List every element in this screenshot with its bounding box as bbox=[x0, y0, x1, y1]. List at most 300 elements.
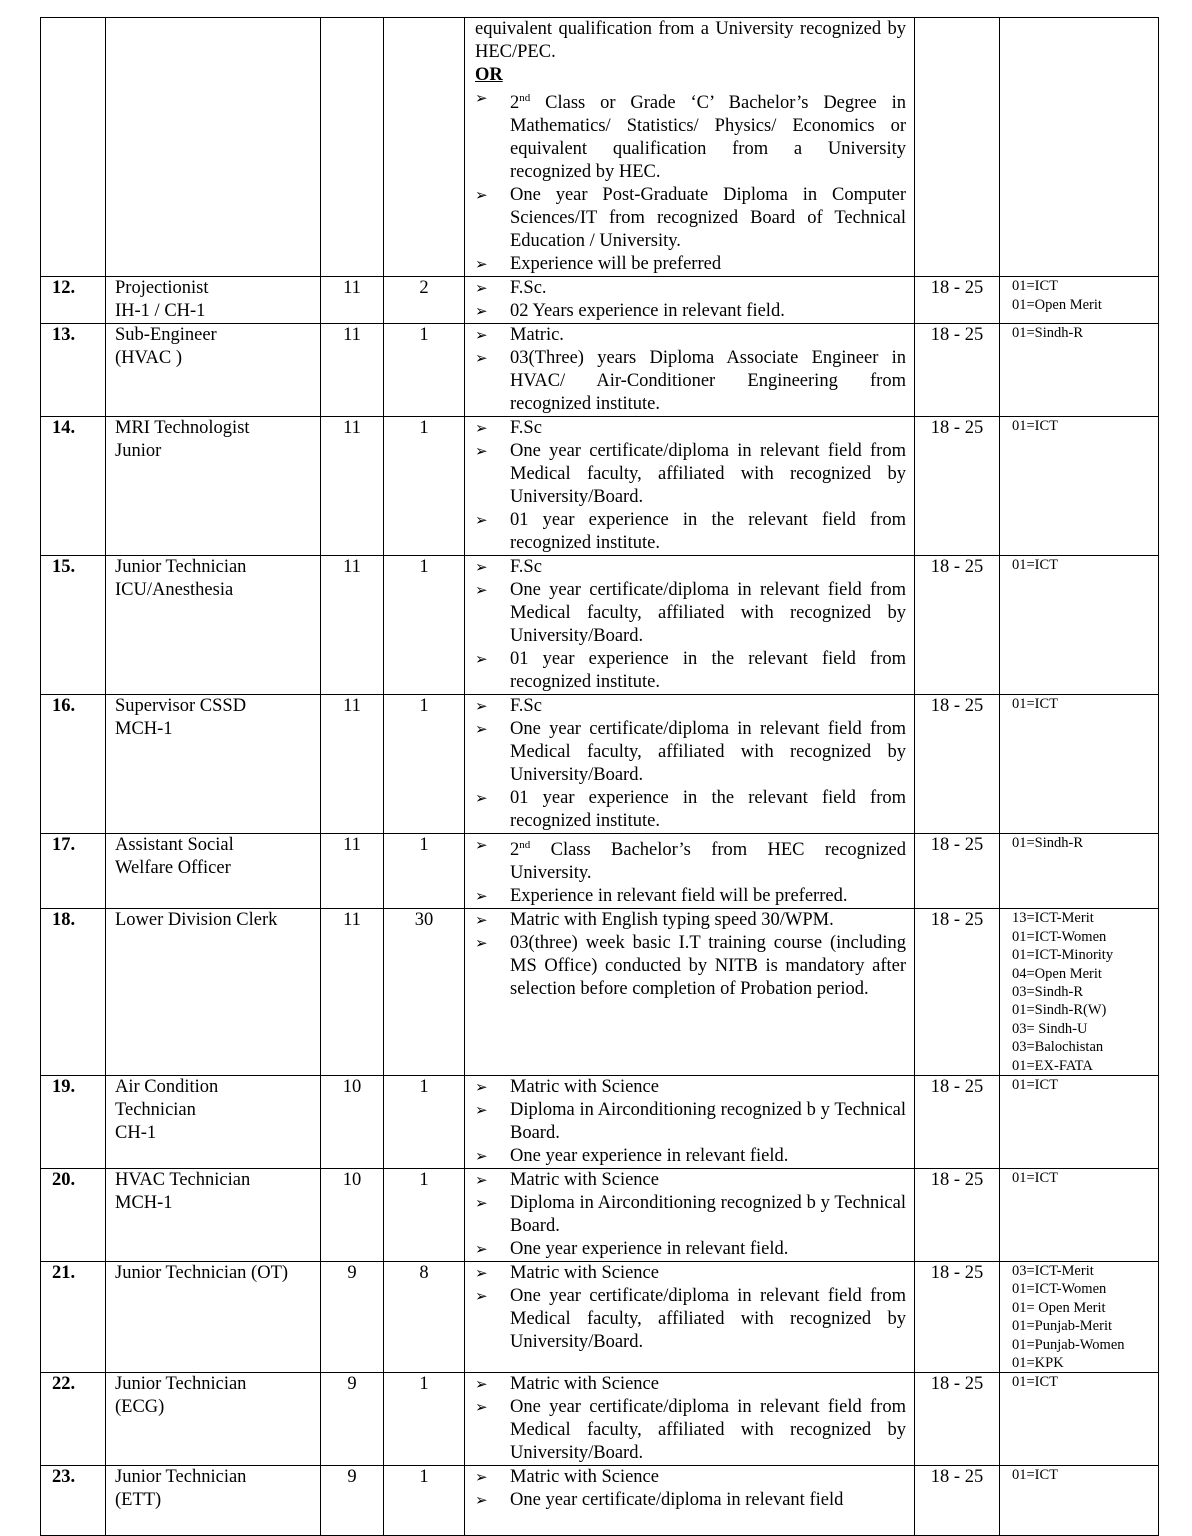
vacancies-table bbox=[40, 17, 1159, 1536]
quota-cell bbox=[1000, 909, 1159, 1076]
qualification-cell bbox=[465, 1466, 915, 1536]
quota-line: 04=Open Merit bbox=[1012, 965, 1102, 982]
bps-value: 11 bbox=[343, 910, 361, 931]
table-row bbox=[41, 277, 1159, 324]
qualification-bullet bbox=[475, 1396, 906, 1465]
arrow-bullet-icon: ➢ bbox=[475, 697, 488, 716]
post-name-line: Junior Technician bbox=[115, 557, 247, 578]
age-cell bbox=[915, 1075, 1000, 1168]
posts-count: 8 bbox=[419, 1262, 429, 1283]
qualification-cell bbox=[465, 834, 915, 909]
post-cell bbox=[106, 1466, 321, 1536]
qualification-bullet bbox=[475, 277, 906, 300]
bullet-text: 01 year experience in the relevant field from recognized institute. bbox=[510, 510, 906, 554]
bps-value: 11 bbox=[343, 696, 361, 717]
post-name-line: Welfare Officer bbox=[115, 858, 231, 879]
post-name-line: Assistant Social bbox=[115, 835, 234, 856]
bullet-text: Diploma in Airconditioning recognized b y Technical Board. bbox=[510, 1099, 906, 1143]
arrow-bullet-icon: ➢ bbox=[475, 558, 488, 577]
arrow-bullet-icon: ➢ bbox=[475, 1375, 488, 1394]
posts-count: 1 bbox=[419, 1374, 429, 1395]
posts-cell bbox=[384, 1168, 465, 1261]
arrow-bullet-icon: ➢ bbox=[475, 326, 488, 345]
bullet-text: F.Sc. bbox=[510, 278, 547, 299]
qualification-cell bbox=[465, 1075, 915, 1168]
qualification-bullet bbox=[475, 1099, 906, 1145]
posts-count: 1 bbox=[419, 1169, 429, 1190]
quota-cell bbox=[1000, 1168, 1159, 1261]
bullet-text: Matric with Science bbox=[510, 1262, 659, 1283]
arrow-bullet-icon: ➢ bbox=[475, 720, 488, 739]
posts-cell bbox=[384, 695, 465, 834]
table-row bbox=[41, 1261, 1159, 1372]
post-name-line: MCH-1 bbox=[115, 719, 173, 740]
qualification-bullet bbox=[475, 1285, 906, 1354]
arrow-bullet-icon: ➢ bbox=[475, 1100, 488, 1119]
age-limit: 18 - 25 bbox=[930, 910, 984, 931]
posts-count: 1 bbox=[419, 835, 429, 856]
post-name-line: Supervisor CSSD bbox=[115, 696, 247, 717]
bullet-text: 2nd Class or Grade ‘C’ Bachelor’s Degree in Mathematics/ Statistics/ Physics/ Economics or equivalent qualification from a University recognized by HEC. bbox=[510, 92, 906, 183]
table-row bbox=[41, 556, 1159, 695]
arrow-bullet-icon: ➢ bbox=[475, 442, 488, 461]
arrow-bullet-icon: ➢ bbox=[475, 255, 488, 274]
qualification-bullet bbox=[475, 695, 906, 718]
serial-number: 12. bbox=[52, 278, 76, 299]
quota-line: 01=Sindh-R bbox=[1012, 835, 1084, 852]
bullet-text: One year certificate/diploma in relevant field from Medical faculty, affiliated with recognized by University/Board. bbox=[510, 719, 906, 786]
bps-cell bbox=[321, 18, 384, 277]
bullet-text: One year certificate/diploma in relevant field from Medical faculty, affiliated with recognized by University/Board. bbox=[510, 580, 906, 647]
posts-cell bbox=[384, 18, 465, 277]
serial-number: 18. bbox=[52, 910, 76, 931]
quota-line: 01= Open Merit bbox=[1012, 1299, 1106, 1316]
age-cell bbox=[915, 1261, 1000, 1372]
quota-line: 03=ICT-Merit bbox=[1012, 1262, 1094, 1279]
bullet-text: One year certificate/diploma in relevant field from Medical faculty, affiliated with recognized by University/Board. bbox=[510, 1285, 906, 1352]
sup-2nd: 2nd bbox=[510, 92, 531, 114]
table-row bbox=[41, 1168, 1159, 1261]
sno-cell bbox=[41, 695, 106, 834]
quota-line: 01=ICT bbox=[1012, 278, 1059, 295]
posts-count: 1 bbox=[419, 1076, 429, 1097]
post-name-line: Air Condition bbox=[115, 1076, 219, 1097]
bps-value: 9 bbox=[347, 1467, 357, 1488]
posts-cell bbox=[384, 324, 465, 417]
age-cell bbox=[915, 695, 1000, 834]
bullet-text: Matric with Science bbox=[510, 1076, 659, 1097]
arrow-bullet-icon: ➢ bbox=[475, 1170, 488, 1189]
arrow-bullet-icon: ➢ bbox=[475, 934, 488, 953]
age-cell bbox=[915, 277, 1000, 324]
arrow-bullet-icon: ➢ bbox=[475, 1077, 488, 1096]
bps-cell bbox=[321, 277, 384, 324]
posts-cell bbox=[384, 556, 465, 695]
quota-line: 01=ICT bbox=[1012, 1374, 1059, 1391]
posts-count: 2 bbox=[419, 278, 429, 299]
qualification-bullet bbox=[475, 300, 906, 323]
qualification-bullet bbox=[475, 932, 906, 1001]
sno-cell bbox=[41, 556, 106, 695]
sno-cell bbox=[41, 1168, 106, 1261]
post-name-line: (HVAC ) bbox=[115, 348, 182, 369]
arrow-bullet-icon: ➢ bbox=[475, 89, 488, 107]
bps-value: 11 bbox=[343, 325, 361, 346]
bullet-text: Matric with English typing speed 30/WPM. bbox=[510, 910, 834, 931]
posts-count: 1 bbox=[419, 325, 429, 346]
age-cell bbox=[915, 1373, 1000, 1466]
qualification-cell bbox=[465, 1168, 915, 1261]
qualification-bullet bbox=[475, 648, 906, 694]
post-cell bbox=[106, 1168, 321, 1261]
quota-line: 13=ICT-Merit bbox=[1012, 910, 1094, 927]
quota-cell bbox=[1000, 556, 1159, 695]
quota-line: 01=Punjab-Merit bbox=[1012, 1318, 1112, 1335]
posts-count: 1 bbox=[419, 1467, 429, 1488]
qualification-bullet bbox=[475, 347, 906, 416]
quota-cell bbox=[1000, 324, 1159, 417]
age-cell bbox=[915, 1168, 1000, 1261]
bullet-text: One year certificate/diploma in relevant field bbox=[510, 1490, 844, 1511]
qualification-continued-text: equivalent qualification from a University recognized by HEC/PEC. bbox=[475, 19, 906, 62]
arrow-bullet-icon: ➢ bbox=[475, 349, 488, 368]
post-cell bbox=[106, 556, 321, 695]
posts-count: 1 bbox=[419, 696, 429, 717]
post-name-line: HVAC Technician bbox=[115, 1169, 251, 1190]
serial-number: 16. bbox=[52, 696, 76, 717]
age-cell bbox=[915, 324, 1000, 417]
table-row bbox=[41, 834, 1159, 909]
table-row bbox=[41, 695, 1159, 834]
age-limit: 18 - 25 bbox=[930, 557, 984, 578]
bullet-text: One year certificate/diploma in relevant field from Medical faculty, affiliated with recognized by University/Board. bbox=[510, 441, 906, 508]
post-cell bbox=[106, 1261, 321, 1372]
arrow-bullet-icon: ➢ bbox=[475, 836, 488, 855]
bps-cell bbox=[321, 909, 384, 1076]
post-name-line: ICU/Anesthesia bbox=[115, 580, 234, 601]
posts-count: 1 bbox=[419, 557, 429, 578]
age-limit: 18 - 25 bbox=[930, 1262, 984, 1283]
bps-cell bbox=[321, 324, 384, 417]
quota-cell bbox=[1000, 277, 1159, 324]
age-limit: 18 - 25 bbox=[930, 1169, 984, 1190]
bps-value: 11 bbox=[343, 418, 361, 439]
qualification-bullet bbox=[475, 417, 906, 440]
age-limit: 18 - 25 bbox=[930, 1076, 984, 1097]
bps-value: 9 bbox=[347, 1262, 357, 1283]
arrow-bullet-icon: ➢ bbox=[475, 302, 488, 321]
quota-line: 03=Sindh-R bbox=[1012, 983, 1084, 1000]
post-name-line: MRI Technologist bbox=[115, 418, 250, 439]
posts-count: 1 bbox=[419, 418, 429, 439]
post-cell bbox=[106, 834, 321, 909]
quota-line: 01=ICT-Women bbox=[1012, 928, 1107, 945]
serial-number: 22. bbox=[52, 1374, 76, 1395]
qualification-bullet bbox=[475, 509, 906, 555]
qualification-bullet bbox=[475, 87, 906, 184]
sno-cell bbox=[41, 417, 106, 556]
arrow-bullet-icon: ➢ bbox=[475, 1286, 488, 1305]
quota-line: 01=ICT bbox=[1012, 1169, 1059, 1186]
serial-number: 15. bbox=[52, 557, 76, 578]
quota-line: 01=ICT bbox=[1012, 557, 1059, 574]
bps-cell bbox=[321, 1466, 384, 1536]
post-name-line: CH-1 bbox=[115, 1122, 157, 1143]
bps-cell bbox=[321, 695, 384, 834]
bullet-text: One year experience in relevant field. bbox=[510, 1145, 789, 1166]
bullet-text: Matric. bbox=[510, 325, 564, 346]
qualification-bullet bbox=[475, 834, 906, 885]
qualification-bullet bbox=[475, 787, 906, 833]
sno-cell bbox=[41, 909, 106, 1076]
arrow-bullet-icon: ➢ bbox=[475, 186, 488, 205]
age-cell bbox=[915, 1466, 1000, 1536]
arrow-bullet-icon: ➢ bbox=[475, 1263, 488, 1282]
age-limit: 18 - 25 bbox=[930, 278, 984, 299]
quota-line: 01=ICT bbox=[1012, 696, 1059, 713]
arrow-bullet-icon: ➢ bbox=[475, 581, 488, 600]
bps-cell bbox=[321, 834, 384, 909]
posts-cell bbox=[384, 417, 465, 556]
quota-line: 01=Open Merit bbox=[1012, 296, 1102, 313]
bps-value: 11 bbox=[343, 278, 361, 299]
bps-value: 11 bbox=[343, 835, 361, 856]
posts-cell bbox=[384, 1261, 465, 1372]
serial-number: 23. bbox=[52, 1467, 76, 1488]
arrow-bullet-icon: ➢ bbox=[475, 789, 488, 808]
post-cell bbox=[106, 1373, 321, 1466]
serial-number: 14. bbox=[52, 418, 76, 439]
post-name-line: Junior bbox=[115, 441, 162, 462]
serial-number: 13. bbox=[52, 325, 76, 346]
post-name-line: Junior Technician bbox=[115, 1467, 247, 1488]
bullet-text: One year experience in relevant field. bbox=[510, 1238, 789, 1259]
post-cell bbox=[106, 277, 321, 324]
bps-value: 10 bbox=[342, 1169, 362, 1190]
qualification-bullet bbox=[475, 1262, 906, 1285]
bullet-text: 2nd Class Bachelor’s from HEC recognized University. bbox=[510, 839, 906, 884]
sno-cell bbox=[41, 1373, 106, 1466]
bps-value: 11 bbox=[343, 557, 361, 578]
qualification-bullet bbox=[475, 184, 906, 253]
age-limit: 18 - 25 bbox=[930, 1374, 984, 1395]
bullet-text: Matric with Science bbox=[510, 1169, 659, 1190]
bullet-text: Experience in relevant field will be preferred. bbox=[510, 886, 848, 907]
age-limit: 18 - 25 bbox=[930, 696, 984, 717]
quota-cell bbox=[1000, 1466, 1159, 1536]
qualification-cell bbox=[465, 1261, 915, 1372]
quota-cell bbox=[1000, 1261, 1159, 1372]
post-name-line: Junior Technician (OT) bbox=[115, 1262, 289, 1283]
quota-line: 01=ICT-Women bbox=[1012, 1281, 1107, 1298]
table-row bbox=[41, 909, 1159, 1076]
bullet-text: 02 Years experience in relevant field. bbox=[510, 301, 785, 322]
quota-cell bbox=[1000, 18, 1159, 277]
bullet-text: Diploma in Airconditioning recognized b y Technical Board. bbox=[510, 1192, 906, 1236]
qualification-cell bbox=[465, 909, 915, 1076]
serial-number: 19. bbox=[52, 1076, 76, 1097]
qualification-bullet bbox=[475, 1145, 906, 1168]
post-cell bbox=[106, 18, 321, 277]
post-cell bbox=[106, 909, 321, 1076]
bps-value: 9 bbox=[347, 1374, 357, 1395]
post-cell bbox=[106, 695, 321, 834]
qualification-bullet bbox=[475, 1076, 906, 1099]
bps-cell bbox=[321, 1168, 384, 1261]
posts-cell bbox=[384, 1466, 465, 1536]
age-cell bbox=[915, 556, 1000, 695]
quota-line: 01=Sindh-R bbox=[1012, 325, 1084, 342]
age-limit: 18 - 25 bbox=[930, 1467, 984, 1488]
qualification-bullet bbox=[475, 1489, 906, 1512]
bullet-text: 01 year experience in the relevant field from recognized institute. bbox=[510, 649, 906, 693]
quota-line: 01=EX-FATA bbox=[1012, 1057, 1093, 1074]
age-limit: 18 - 25 bbox=[930, 325, 984, 346]
quota-cell bbox=[1000, 695, 1159, 834]
post-name-line: Technician bbox=[115, 1099, 196, 1120]
posts-cell bbox=[384, 909, 465, 1076]
post-name-line: Junior Technician bbox=[115, 1374, 247, 1395]
quota-line: 01=KPK bbox=[1012, 1355, 1064, 1371]
arrow-bullet-icon: ➢ bbox=[475, 911, 488, 930]
age-cell bbox=[915, 417, 1000, 556]
qualification-cell bbox=[465, 18, 915, 277]
post-name-line: (ECG) bbox=[115, 1397, 165, 1418]
posts-cell bbox=[384, 834, 465, 909]
posts-count: 30 bbox=[414, 910, 434, 931]
bps-cell bbox=[321, 1261, 384, 1372]
sno-cell bbox=[41, 277, 106, 324]
bps-cell bbox=[321, 1075, 384, 1168]
posts-cell bbox=[384, 277, 465, 324]
continuation-row bbox=[41, 18, 1159, 277]
qualification-bullet bbox=[475, 556, 906, 579]
table-row bbox=[41, 1075, 1159, 1168]
serial-number: 20. bbox=[52, 1169, 76, 1190]
quota-cell bbox=[1000, 417, 1159, 556]
post-cell bbox=[106, 1075, 321, 1168]
arrow-bullet-icon: ➢ bbox=[475, 279, 488, 298]
quota-cell bbox=[1000, 834, 1159, 909]
qualification-cell bbox=[465, 556, 915, 695]
bullet-text: Matric with Science bbox=[510, 1374, 659, 1395]
qualification-cell bbox=[465, 1373, 915, 1466]
qualification-bullet bbox=[475, 1373, 906, 1396]
bullet-text: F.Sc bbox=[510, 557, 542, 578]
post-name-line: Projectionist bbox=[115, 278, 209, 299]
qualification-bullet bbox=[475, 885, 906, 908]
age-limit: 18 - 25 bbox=[930, 418, 984, 439]
document-page bbox=[40, 17, 1158, 1536]
bullet-text: 03(three) week basic I.T training course (including MS Office) conducted by NITB is mandatory after selection before completion of Probation period. bbox=[510, 933, 906, 1000]
posts-cell bbox=[384, 1075, 465, 1168]
post-name-line: Lower Division Clerk bbox=[115, 910, 278, 931]
bps-value: 10 bbox=[342, 1076, 362, 1097]
arrow-bullet-icon: ➢ bbox=[475, 1146, 488, 1165]
bullet-text: One year certificate/diploma in relevant field from Medical faculty, affiliated with recognized by University/Board. bbox=[510, 1397, 906, 1464]
posts-cell bbox=[384, 1373, 465, 1466]
post-cell bbox=[106, 324, 321, 417]
qualification-cell bbox=[465, 324, 915, 417]
quota-line: 01=ICT bbox=[1012, 1076, 1059, 1093]
table-row bbox=[41, 324, 1159, 417]
quota-cell bbox=[1000, 1373, 1159, 1466]
table-row bbox=[41, 1373, 1159, 1466]
qualification-bullet bbox=[475, 579, 906, 648]
bullet-text: 03(Three) years Diploma Associate Engineer in HVAC/ Air-Conditioner Engineering from recognized institute. bbox=[510, 348, 906, 415]
qualification-bullet bbox=[475, 718, 906, 787]
bullet-text: Experience will be preferred bbox=[510, 254, 722, 275]
quota-line: 01=Sindh-R(W) bbox=[1012, 1002, 1107, 1019]
quota-line: 03= Sindh-U bbox=[1012, 1020, 1088, 1037]
sno-cell bbox=[41, 1466, 106, 1536]
or-separator: OR bbox=[475, 65, 503, 85]
arrow-bullet-icon: ➢ bbox=[475, 650, 488, 669]
qualification-cell bbox=[465, 695, 915, 834]
age-cell bbox=[915, 18, 1000, 277]
age-limit: 18 - 25 bbox=[930, 835, 984, 856]
sno-cell bbox=[41, 324, 106, 417]
bullet-text: One year Post-Graduate Diploma in Computer Sciences/IT from recognized Board of Technical Education / University. bbox=[510, 185, 906, 252]
arrow-bullet-icon: ➢ bbox=[475, 1468, 488, 1487]
qualification-bullet bbox=[475, 1169, 906, 1192]
arrow-bullet-icon: ➢ bbox=[475, 1239, 488, 1258]
serial-number: 21. bbox=[52, 1262, 76, 1283]
age-cell bbox=[915, 834, 1000, 909]
bps-cell bbox=[321, 417, 384, 556]
sno-cell bbox=[41, 1261, 106, 1372]
quota-cell bbox=[1000, 1075, 1159, 1168]
qualification-bullet bbox=[475, 324, 906, 347]
arrow-bullet-icon: ➢ bbox=[475, 419, 488, 438]
quota-line: 01=ICT bbox=[1012, 418, 1059, 435]
quota-line: 01=ICT-Minority bbox=[1012, 947, 1114, 964]
post-name-line: IH-1 / CH-1 bbox=[115, 301, 206, 322]
bps-cell bbox=[321, 556, 384, 695]
table-row bbox=[41, 1466, 1159, 1536]
qualification-cell bbox=[465, 277, 915, 324]
arrow-bullet-icon: ➢ bbox=[475, 887, 488, 906]
bullet-text: F.Sc bbox=[510, 696, 542, 717]
bullet-text: F.Sc bbox=[510, 418, 542, 439]
sno-cell bbox=[41, 1075, 106, 1168]
quota-line: 01=ICT bbox=[1012, 1467, 1059, 1484]
arrow-bullet-icon: ➢ bbox=[475, 1491, 488, 1510]
quota-line: 03=Balochistan bbox=[1012, 1039, 1104, 1056]
qualification-bullet bbox=[475, 909, 906, 932]
post-name-line: Sub-Engineer bbox=[115, 325, 217, 346]
post-cell bbox=[106, 417, 321, 556]
age-cell bbox=[915, 909, 1000, 1076]
serial-number: 17. bbox=[52, 835, 76, 856]
qualification-bullet bbox=[475, 440, 906, 509]
arrow-bullet-icon: ➢ bbox=[475, 1193, 488, 1212]
sno-cell bbox=[41, 18, 106, 277]
arrow-bullet-icon: ➢ bbox=[475, 511, 488, 530]
qualification-bullet bbox=[475, 1466, 906, 1489]
post-name-line: (ETT) bbox=[115, 1490, 162, 1511]
qualification-bullet bbox=[475, 1238, 906, 1261]
bullet-text: Matric with Science bbox=[510, 1467, 659, 1488]
bps-cell bbox=[321, 1373, 384, 1466]
arrow-bullet-icon: ➢ bbox=[475, 1398, 488, 1417]
table-row bbox=[41, 417, 1159, 556]
quota-line: 01=Punjab-Women bbox=[1012, 1336, 1125, 1353]
post-name-line: MCH-1 bbox=[115, 1192, 173, 1213]
qualification-cell bbox=[465, 417, 915, 556]
sno-cell bbox=[41, 834, 106, 909]
bullet-text: 01 year experience in the relevant field from recognized institute. bbox=[510, 788, 906, 832]
